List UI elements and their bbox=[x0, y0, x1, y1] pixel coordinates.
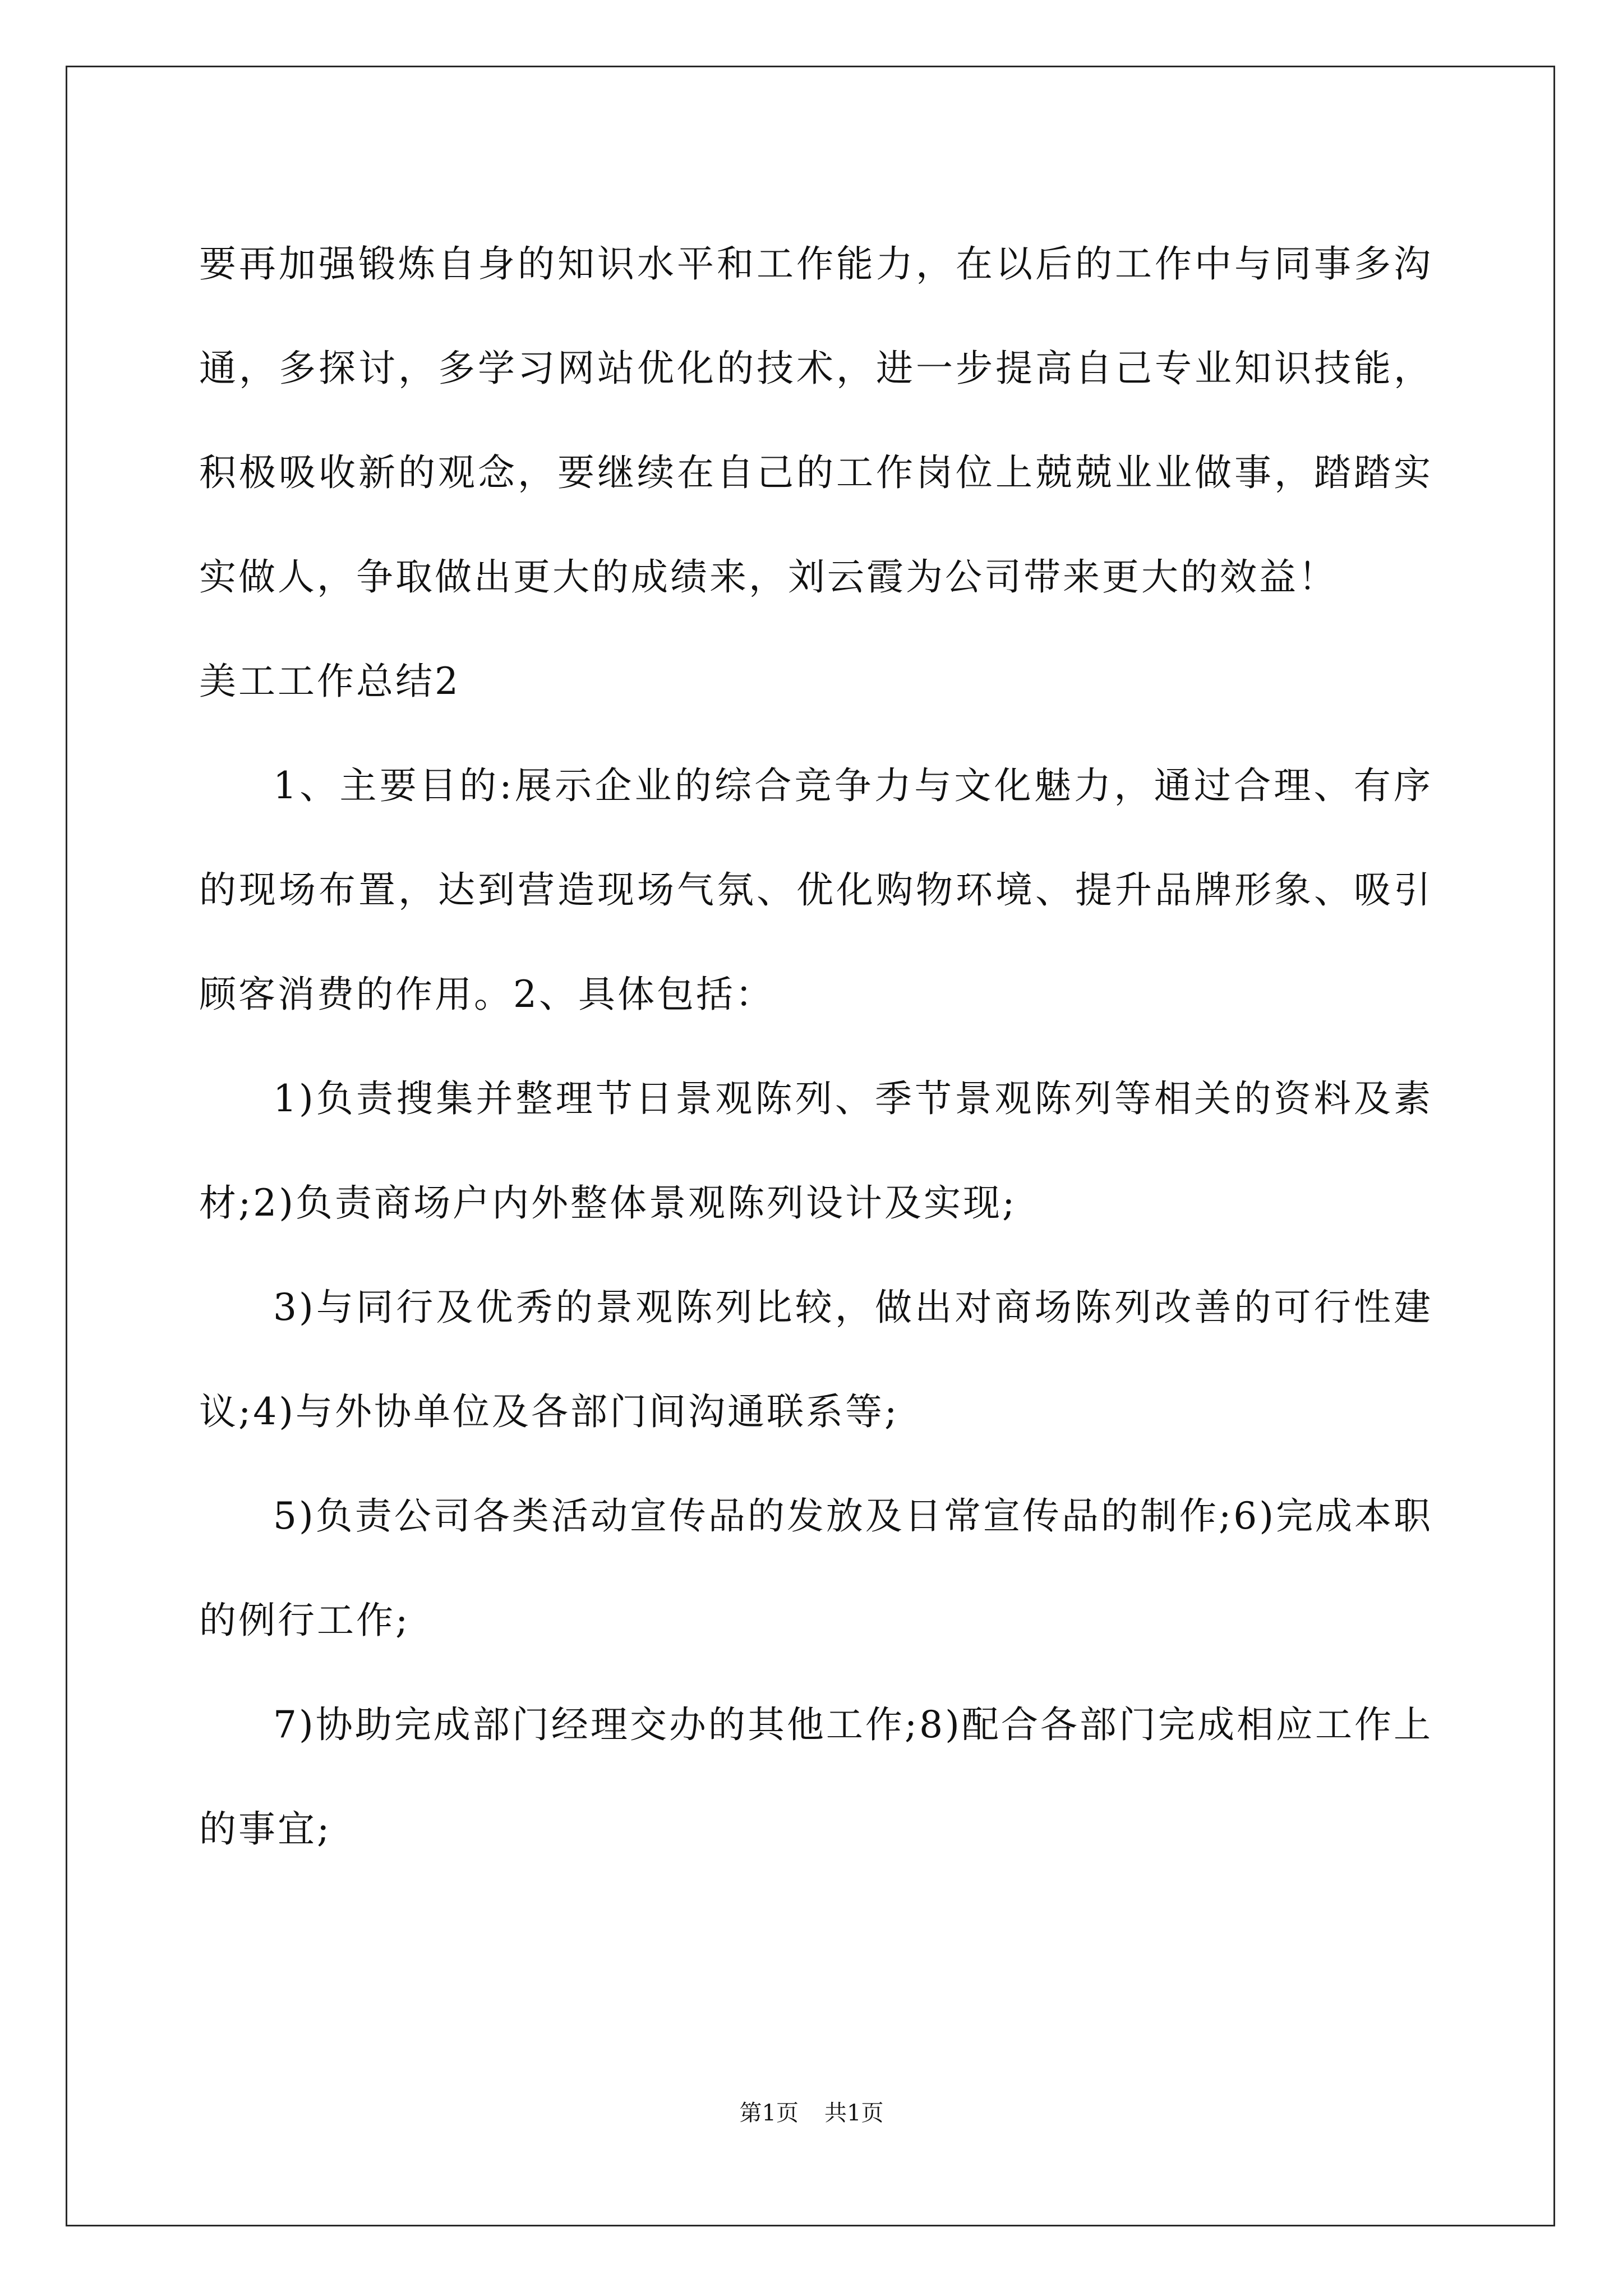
paragraph-purpose: 1、主要目的:展示企业的综合竞争力与文化魅力，通过合理、有序的现场布置，达到营造现场气氛、优化购物环境、提升品牌形象、吸引顾客消费的作用。2、具体包括： bbox=[199, 764, 1433, 1016]
section-heading: 美工工作总结2 bbox=[199, 660, 460, 703]
document-body bbox=[199, 212, 1433, 1881]
page-total: 共1页 bbox=[824, 2100, 884, 2126]
paragraph-duties-3-4: 3)与同行及优秀的景观陈列比较，做出对商场陈列改善的可行性建议;4)与外协单位及各部门间沟通联系等; bbox=[199, 1286, 1433, 1433]
page-footer bbox=[0, 2099, 1623, 2127]
paragraph-conclusion: 要再加强锻炼自身的知识水平和工作能力，在以后的工作中与同事多沟通，多探讨，多学习网站优化的技术，进一步提高自己专业知识技能，积极吸收新的观念，要继续在自己的工作岗位上兢兢业业做事，踏踏实实做人，争取做出更大的成绩来，刘云霞为公司带来更大的效益！ bbox=[199, 242, 1433, 599]
page-number: 第1页 bbox=[739, 2100, 799, 2126]
paragraph-duties-7-8: 7)协助完成部门经理交办的其他工作;8)配合各部门完成相应工作上的事宜; bbox=[199, 1703, 1433, 1851]
paragraph-duties-5-6: 5)负责公司各类活动宣传品的发放及日常宣传品的制作;6)完成本职的例行工作; bbox=[199, 1494, 1433, 1642]
paragraph-duties-1-2: 1)负责搜集并整理节日景观陈列、季节景观陈列等相关的资料及素材;2)负责商场户内外整体景观陈列设计及实现; bbox=[199, 1077, 1433, 1225]
